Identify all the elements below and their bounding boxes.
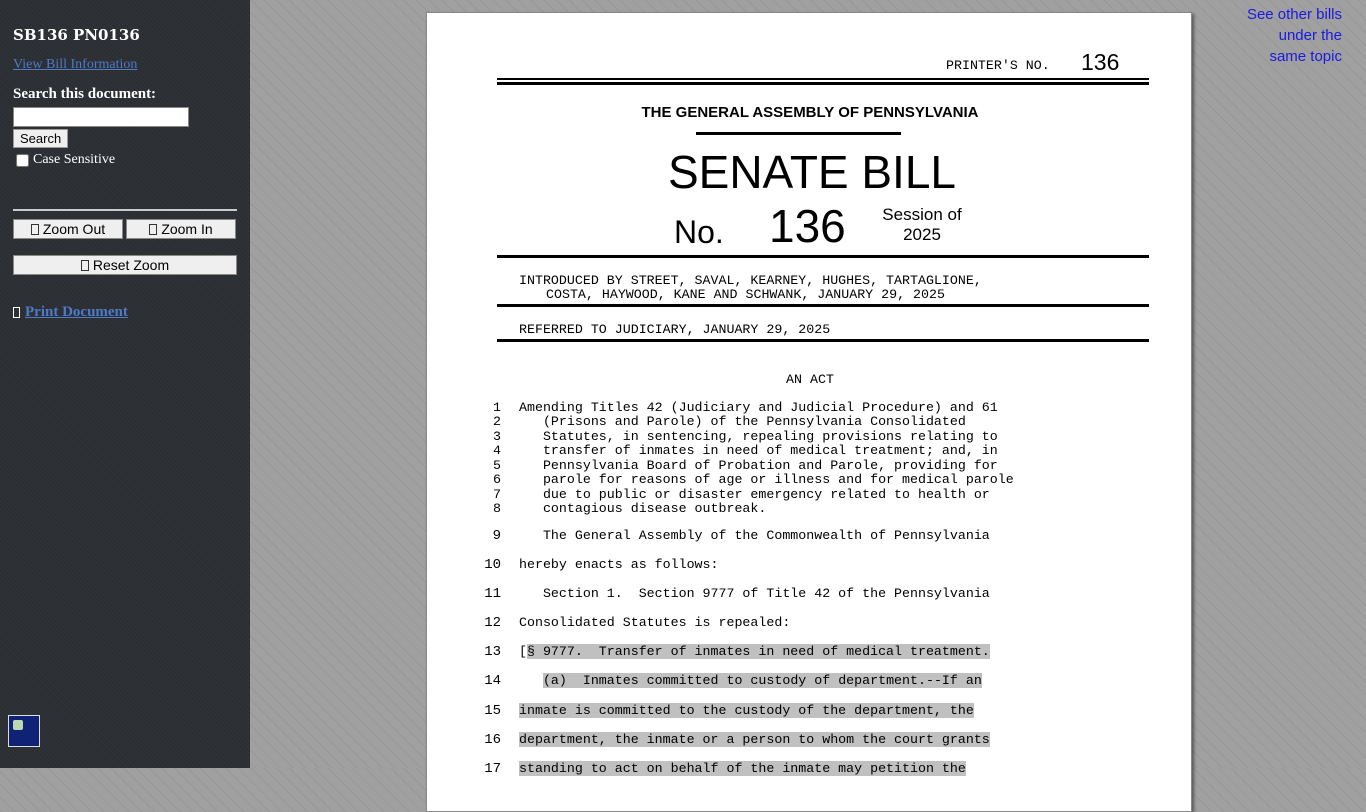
- bracket-open: [: [519, 644, 527, 659]
- line-number: 7: [493, 487, 501, 502]
- topic-link-line: same topic: [1269, 48, 1342, 65]
- act-heading: AN ACT: [786, 372, 834, 387]
- bill-type: SENATE BILL: [667, 146, 957, 198]
- bill-number: 136: [769, 200, 846, 252]
- zoom-in-label: Zoom In: [161, 221, 213, 237]
- document-page: [426, 12, 1192, 812]
- print-document-link[interactable]: Print Document: [25, 304, 128, 320]
- rule: [497, 339, 1149, 342]
- topic-link-line: under the: [1278, 27, 1342, 44]
- body-line-deleted: [519, 761, 966, 776]
- deleted-text: (a) Inmates committed to custody of department.--If an: [542, 673, 982, 688]
- zoom-in-icon: [149, 224, 157, 235]
- line-number: 13: [484, 644, 501, 660]
- rule: [497, 255, 1149, 258]
- heading-rule: [696, 132, 901, 135]
- topic-link-line: See other bills: [1246, 6, 1342, 23]
- title-line: Amending Titles 42 (Judiciary and Judicial Procedure) and 61: [519, 400, 998, 415]
- line-number: 3: [493, 429, 501, 444]
- title-line: transfer of inmates in need of medical treatment; and, in: [519, 443, 998, 458]
- body-line-deleted: [519, 644, 990, 659]
- introduced-by-line2: COSTA, HAYWOOD, KANE AND SCHWANK, JANUARY 29, 2025: [546, 287, 945, 302]
- view-bill-information-link[interactable]: View Bill Information: [13, 57, 138, 72]
- line-number: 15: [484, 703, 501, 719]
- reset-zoom-label: Reset Zoom: [92, 257, 170, 273]
- reset-zoom-button[interactable]: [13, 255, 237, 275]
- referred-to: REFERRED TO JUDICIARY, JANUARY 29, 2025: [519, 322, 831, 337]
- body-line: The General Assembly of the Commonwealth of Pennsylvania: [519, 528, 990, 543]
- title-line: parole for reasons of age or illness and for medical parole: [519, 472, 1014, 487]
- title-line: due to public or disaster emergency related to health or: [519, 487, 990, 502]
- line-number: 5: [493, 458, 501, 473]
- line-number: 12: [484, 615, 501, 631]
- case-sensitive-option[interactable]: [16, 152, 115, 168]
- printers-no: 136: [1081, 49, 1120, 75]
- body-line: Section 1. Section 9777 of Title 42 of the Pennsylvania: [519, 586, 990, 601]
- zoom-out-button[interactable]: [13, 219, 123, 239]
- line-number: 4: [493, 443, 501, 458]
- line-number: 1: [493, 400, 501, 415]
- deleted-text: § 9777. Transfer of inmates in need of medical treatment.: [526, 644, 990, 659]
- indent: [519, 673, 543, 688]
- double-rule-bottom: [497, 82, 1149, 85]
- title-line: Statutes, in sentencing, repealing provisions relating to: [519, 429, 998, 444]
- title-line: Pennsylvania Board of Probation and Parole, providing for: [519, 458, 998, 473]
- line-number: 8: [493, 501, 501, 516]
- session-year: 2025: [903, 225, 941, 244]
- site-logo-image[interactable]: [8, 715, 40, 747]
- reset-zoom-icon: [81, 260, 89, 271]
- body-line: hereby enacts as follows:: [519, 557, 719, 572]
- double-rule-top: [497, 78, 1149, 80]
- print-row: [13, 304, 128, 321]
- assembly-heading: THE GENERAL ASSEMBLY OF PENNSYLVANIA: [641, 104, 979, 121]
- search-input[interactable]: [13, 107, 189, 127]
- zoom-out-label: Zoom Out: [42, 221, 106, 237]
- line-number: 17: [484, 761, 501, 777]
- sidebar: [0, 0, 250, 768]
- body-line-deleted: [519, 732, 990, 747]
- title-line: (Prisons and Parole) of the Pennsylvania Consolidated: [519, 414, 966, 429]
- rule: [497, 304, 1149, 307]
- deleted-text: inmate is committed to the custody of the department, the: [519, 703, 974, 718]
- body-line-deleted: [519, 673, 982, 688]
- case-sensitive-checkbox[interactable]: [16, 154, 29, 167]
- search-button[interactable]: Search: [13, 129, 68, 148]
- introduced-by-line1: INTRODUCED BY STREET, SAVAL, KEARNEY, HUGHES, TARTAGLIONE,: [519, 273, 982, 288]
- deleted-text: standing to act on behalf of the inmate may petition the: [519, 761, 966, 776]
- bill-title: SB136 PN0136: [13, 26, 140, 44]
- line-number: 10: [484, 557, 501, 573]
- title-line: contagious disease outbreak.: [519, 501, 767, 516]
- zoom-in-button[interactable]: [126, 219, 236, 239]
- zoom-out-icon: [31, 224, 39, 235]
- no-label: No.: [674, 214, 724, 250]
- line-number: 16: [484, 732, 501, 748]
- printers-no-label: PRINTER'S NO.: [946, 58, 1050, 73]
- session-label: Session of: [882, 205, 962, 224]
- body-line: Consolidated Statutes is repealed:: [519, 615, 791, 630]
- print-icon: [13, 307, 20, 318]
- case-sensitive-label: Case Sensitive: [33, 152, 116, 167]
- line-number: 14: [484, 673, 501, 689]
- session-block: [867, 205, 977, 245]
- search-label: Search this document:: [13, 86, 157, 102]
- divider: [13, 209, 237, 211]
- deleted-text: department, the inmate or a person to whom the court grants: [519, 732, 990, 747]
- see-other-bills-link[interactable]: [1222, 4, 1342, 67]
- line-number: 6: [493, 472, 501, 487]
- line-number: 2: [493, 414, 501, 429]
- body-line-deleted: [519, 703, 974, 718]
- line-number: 9: [492, 528, 501, 544]
- line-number: 11: [484, 586, 501, 602]
